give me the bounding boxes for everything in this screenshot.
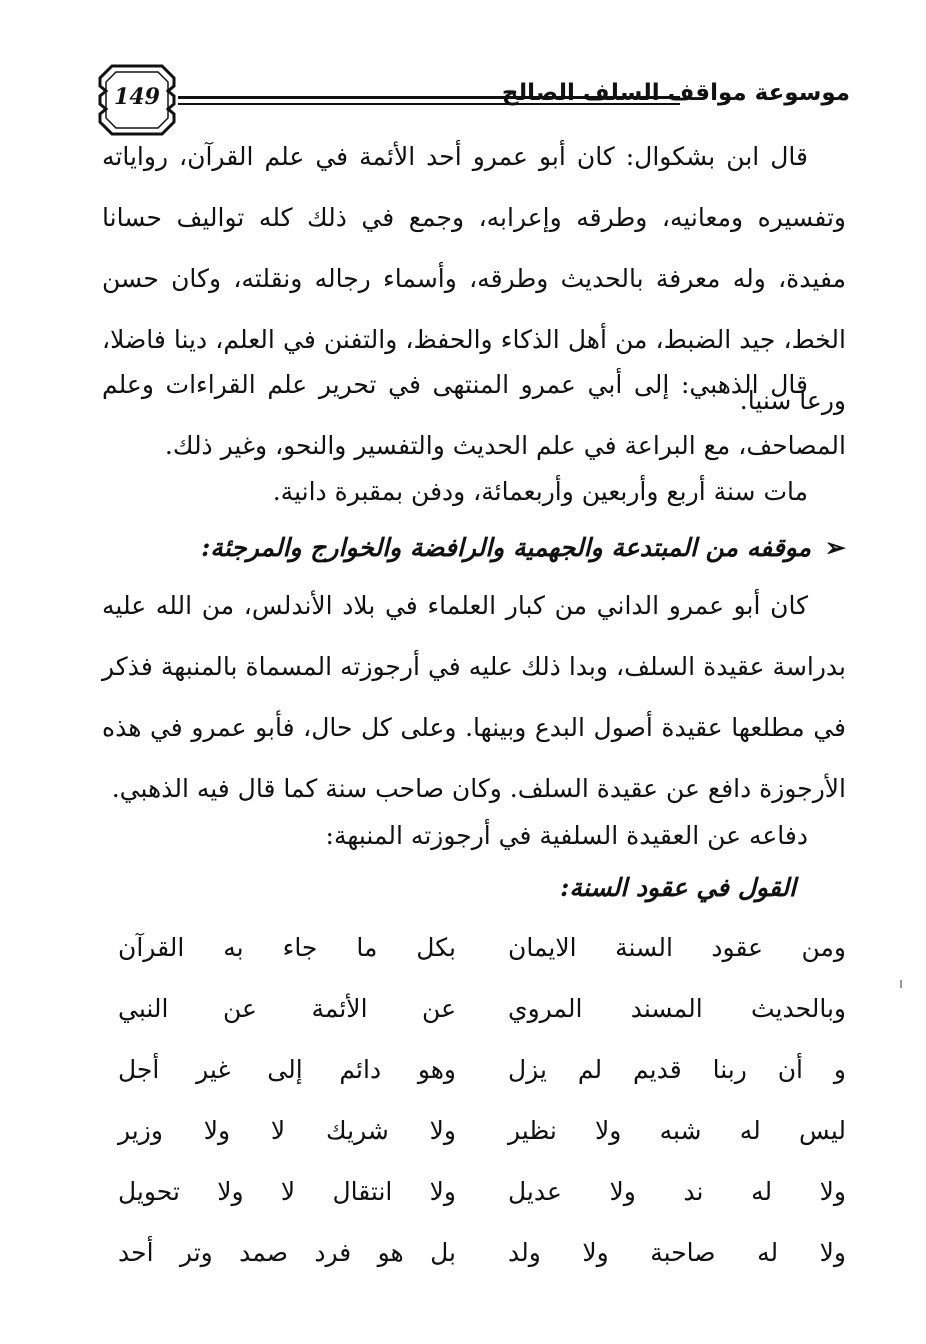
page-number: 149: [114, 84, 160, 110]
poem: [118, 920, 846, 1286]
poem-second-hemistich: بل هو فرد صمد وتر أحد: [118, 1238, 456, 1267]
series-title: موسوعة مواقف السلف الصالح: [501, 80, 850, 106]
poem-verse: [118, 1042, 846, 1103]
poem-verse: [118, 1164, 846, 1225]
paragraph-text: قال الذهبي: إلى أبي عمرو المنتهى في تحرير علم القراءات وعلم المصاحف، مع البراعة في علم الحديث والتفسير والنحو، وغير ذلك.: [102, 370, 846, 460]
poem-first-hemistich: ولا له صاحبة ولا ولد: [508, 1238, 846, 1267]
poem-first-hemistich: ولا له ند ولا عديل: [508, 1177, 846, 1206]
section-heading-text: موقفه من المبتدعة والجهمية والرافضة والخوارج والمرجئة:: [201, 533, 812, 562]
poem-verse: [118, 981, 846, 1042]
poem-first-hemistich: ومن عقود السنة الايمان: [508, 933, 846, 962]
scan-mark: [900, 980, 902, 988]
arrow-bullet-icon: ➢: [825, 533, 846, 562]
poem-verse: [118, 1225, 846, 1286]
poem-first-hemistich: و أن ربنا قديم لم يزل: [508, 1055, 846, 1084]
poem-second-hemistich: ولا شريك لا ولا وزير: [118, 1116, 456, 1145]
paragraph-death: [102, 461, 846, 522]
poem-second-hemistich: بكل ما جاء به القرآن: [118, 933, 456, 962]
poem-first-hemistich: وبالحديث المسند المروي: [508, 994, 846, 1023]
poem-verse: [118, 1103, 846, 1164]
paragraph-defense: [102, 805, 846, 866]
section-heading: [102, 524, 846, 572]
paragraph-text: دفاعه عن العقيدة السلفية في أرجوزته المنبهة:: [325, 821, 808, 850]
poem-second-hemistich: عن الأئمة عن النبي: [118, 994, 456, 1023]
poem-second-hemistich: وهو دائم إلى غير أجل: [118, 1055, 456, 1084]
paragraph-text: قال ابن بشكوال: كان أبو عمرو أحد الأئمة في علم القرآن، رواياته وتفسيره ومعانيه، وطرقه وإعرابه، وجمع في ذلك كله تواليف حسانا مفيدة، وله معرفة بالحديث وطرقه، وأسماء رجاله ونقلته، وكان حسن الخط، جيد الضبط، من أهل الذكاء والحفظ، والتفنن في العلم، دينا فاضلا، ورعا سنيا.: [102, 142, 846, 415]
poem-verse: [118, 920, 846, 981]
paragraph-text: مات سنة أربع وأربعين وأربعمائة، ودفن بمقبرة دانية.: [272, 477, 808, 506]
paragraph-dhahabi: [102, 354, 846, 476]
poem-first-hemistich: ليس له شبه ولا نظير: [508, 1116, 846, 1145]
paragraph-text: كان أبو عمرو الداني من كبار العلماء في بلاد الأندلس، من الله عليه بدراسة عقيدة السلف، وبدا ذلك عليه في أرجوزته المسماة بالمنبهة فذكر في مطلعها عقيدة أصول البدع وبينها. وعلى كل حال، فأبو عمرو في هذه الأرجوزة دافع عن عقيدة السلف. وكان صاحب سنة كما قال فيه الذهبي.: [102, 591, 846, 803]
poem-second-hemistich: ولا انتقال لا ولا تحويل: [118, 1177, 456, 1206]
poem-heading: القول في عقود السنة:: [560, 873, 796, 902]
paragraph-position: [102, 575, 846, 819]
